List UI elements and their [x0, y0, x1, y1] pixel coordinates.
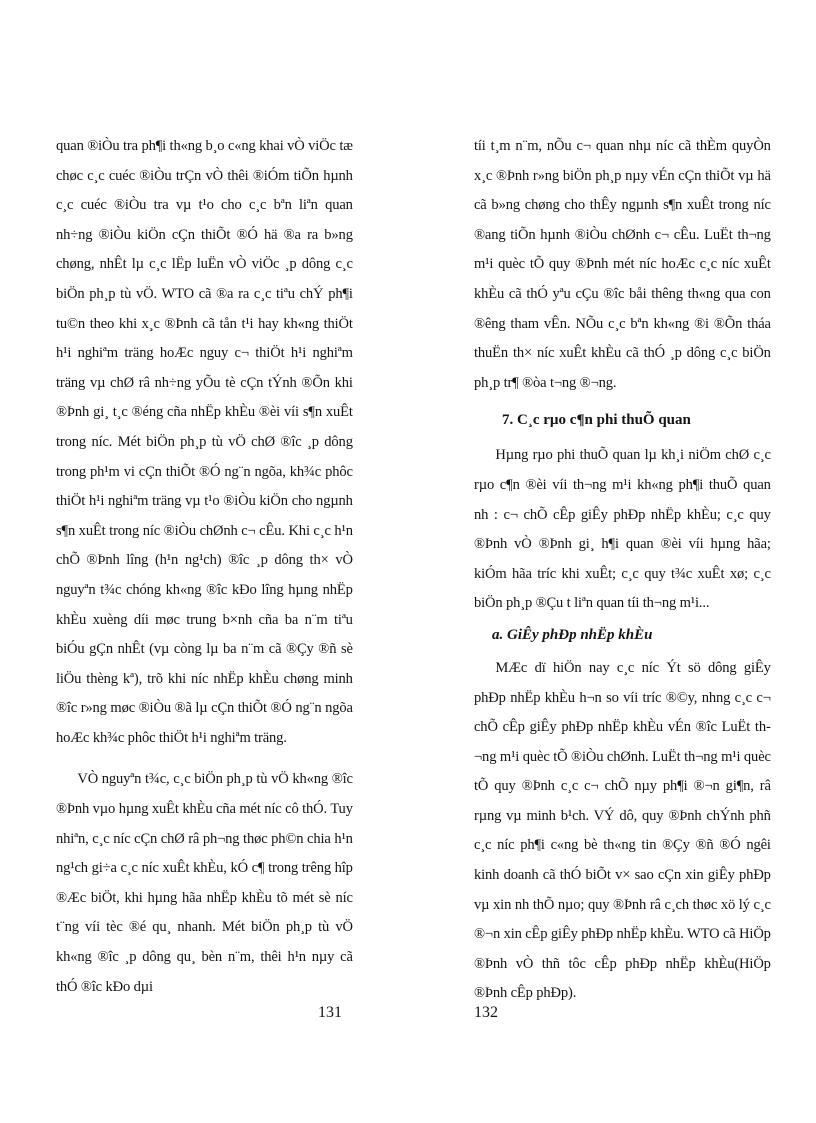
left-page-number: 131 [318, 1004, 342, 1021]
left-paragraph-1: quan ®iÒu tra ph¶i th«ng b¸o c«ng khai vÒ viÖc tæ chøc c¸c cuéc ®iÒu trÇn vÒ thêi ®iÓm tiÕn hµnh c¸c cuéc ®iÒu tra vµ t¹o cho c¸c bªn liªn quan nh÷ng ®iÒu kiÖn cÇn thiÕt ®Ó hä ®a ra b»ng chøng, nhÊt lµ c¸c lËp luËn vÒ viÖc ¸p dông c¸c biÖn ph¸p tù vÖ. WTO cã ®a ra c¸c tiªu chÝ ph¶i tu©n theo khi x¸c ®Þnh cã tån t¹i hay kh«ng thiÖt h¹i nghiªm träng hoÆc nguy c¬ thiÖt h¹i nghiªm träng vµ chØ râ nh÷ng yÕu tè cÇn tÝnh ®Õn khi ®Þnh gi¸ t¸c ®éng cña nhËp khÈu ®èi víi s¶n xuÊt trong níc. Mét biÖn ph¸p tù vÖ chØ ®îc ¸p dông trong ph¹m vi cÇn thiÕt ®Ó ng¨n ngõa, kh¾c phôc thiÖt h¹i nghiªm träng vµ t¹o ®iÒu kiÖn cho ngµnh s¶n xuÊt trong níc ®iÒu chØnh c¬ cÊu. Khi c¸c h¹n chÕ ®Þnh lîng (h¹n ng¹ch) ®îc ¸p dông th× vÒ nguyªn t¾c chóng kh«ng ®îc kÐo lîng hµng nhËp khÈu xuèng díi møc trung b×nh cña ba n¨m tiªu biÓu gÇn nhÊt (vµ còng lµ ba n¨m cã ®Çy ®ñ sè liÖu thèng kª), trõ khi níc nhËp khÈu chøng minh ®îc r»ng møc ®iÒu ®ã lµ cÇn thiÕt ®Ó ng¨n ngõa hoÆc kh¾c phôc thiÖt h¹i nghiªm träng. [56, 138, 353, 746]
subsection-heading: a. GiÊy phÐp nhËp khÈu [492, 626, 653, 643]
right-paragraph-2: Hµng rµo phi thuÕ quan lµ kh¸i niÖm chØ c¸c rµo c¶n ®èi víi th¬ng m¹i kh«ng ph¶i thuÕ quan nh : c¬ chÕ cÊp giÊy phÐp nhËp khÈu; c¸c quy ®Þnh vÒ ®Þnh gi¸ h¶i quan ®èi víi hµng hãa; kiÓm hãa tríc khi xuÊt; c¸c quy t¾c xuÊt xø; c¸c biÖn ph¸p ®Çu t liªn quan tíi th¬ng m¹i... [474, 447, 771, 612]
right-paragraph-3: MÆc dï hiÖn nay c¸c níc Ýt sö dông giÊy phÐp nhËp khÈu h¬n so víi tríc ®©y, nhng c¸c c¬ chÕ cÊp giÊy phÐp nhËp khÈu vÉn ®îc LuËt th¬ng m¹i quèc tÕ ®iÒu chØnh. LuËt th¬ng m¹i quèc tÕ quy ®Þnh c¸c c¬ chÕ nµy ph¶i ®¬n gi¶n, râ rµng vµ minh b¹ch. VÝ dô, quy ®Þnh chÝnh phñ c¸c níc ph¶i c«ng bè th«ng tin ®Çy ®ñ ®Ó ngêi kinh doanh cã thÓ biÕt v× sao cÇn xin giÊy phÐp vµ xin nh thÕ nµo; quy ®Þnh râ c¸ch thøc xö lý c¸c ®¬n xin cÊp giÊy phÐp nhËp khÈu. WTO cã HiÖp ®Þnh vÒ thñ tôc cÊp phÐp nhËp khÈu(HiÖp ®Þnh cÊp phÐp). [474, 659, 771, 1002]
right-paragraph-intro: tíi t¸m n¨m, nÕu c¬ quan nhµ níc cã thÈm quyÒn x¸c ®Þnh r»ng biÖn ph¸p nµy vÉn cÇn thiÕt vµ hä cã b»ng chøng cho thÊy ngµnh s¶n xuÊt trong níc ®ang tiÕn hµnh ®iÒu chØnh c¬ cÊu. LuËt th¬ng m¹i quèc tÕ quy ®Þnh mét níc hoÆc c¸c níc xuÊt khÈu cã thÓ yªu cÇu ®îc båi thêng th«ng qua con ®êng tham vÊn. NÕu c¸c bªn kh«ng ®i ®Õn tháa thuËn th× níc xuÊt khÈu cã thÓ ¸p dông c¸c biÖn ph¸p tr¶ ®òa t¬ng ®¬ng. [474, 138, 771, 391]
section-heading: 7. C¸c rµo c¶n phi thuÕ quan [502, 412, 691, 429]
right-page [474, 132, 780, 1009]
left-paragraph-2: VÒ nguyªn t¾c, c¸c biÖn ph¸p tù vÖ kh«ng ®îc ®Þnh vµo hµng xuÊt khÈu cña mét níc cô thÓ. Tuy nhiªn, c¸c níc cÇn chØ râ ph¬ng thøc ph©n chia h¹n ng¹ch gi÷a c¸c níc xuÊt khÈu, kÓ c¶ trong trêng hîp ®Æc biÖt, khi hµng hãa nhËp khÈu tõ mét sè níc t¨ng víi tèc ®é qu¸ nhanh. Mét biÖn ph¸p tù vÖ kh«ng ®îc ¸p dông qu¸ bèn n¨m, thêi h¹n nµy cã thÓ ®îc kÐo dµi [56, 771, 353, 995]
right-page-number: 132 [474, 1004, 498, 1021]
left-page [56, 132, 362, 1002]
